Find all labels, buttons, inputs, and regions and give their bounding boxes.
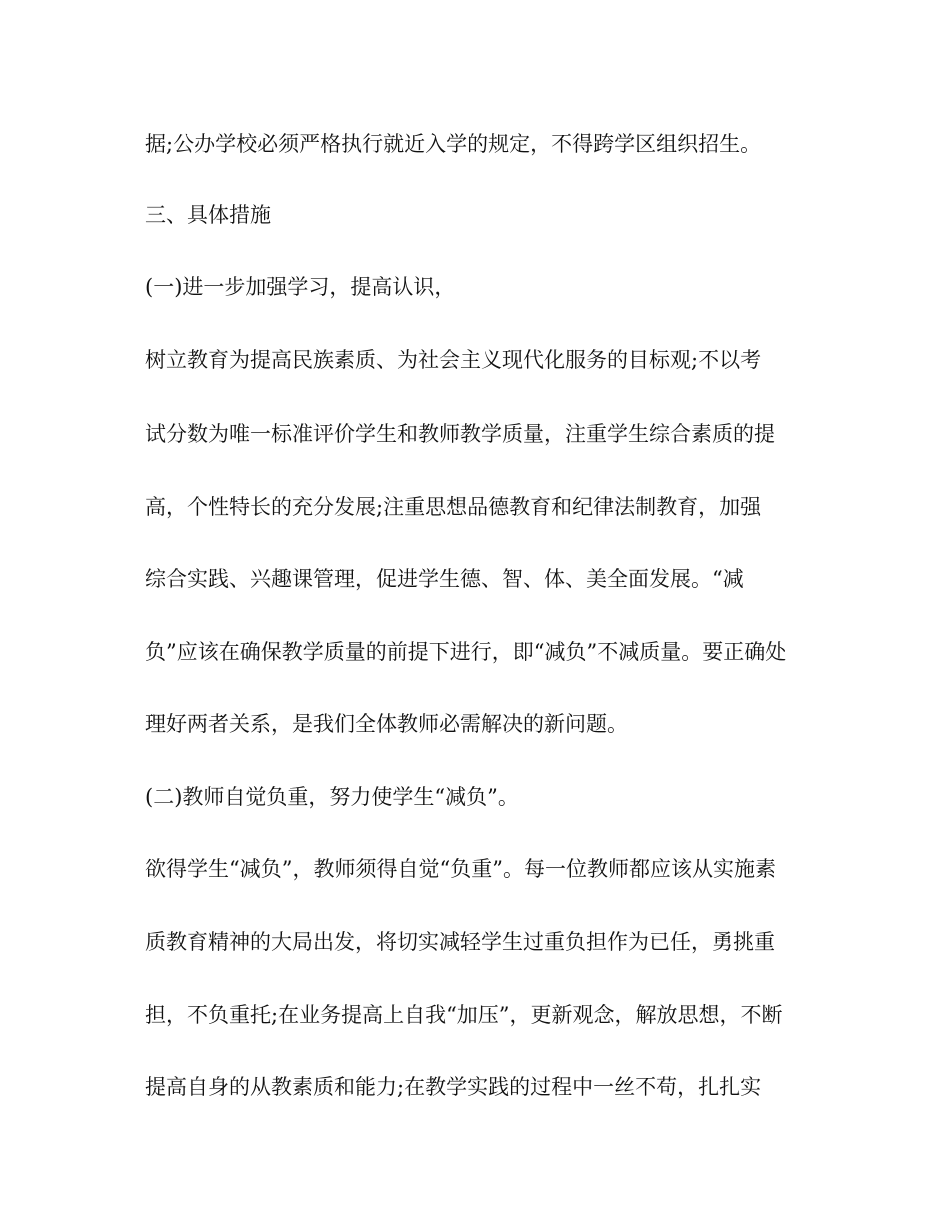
- text-line: 欲得学生“减负”，教师须得自觉“负重”。每一位教师都应该从实施素: [145, 857, 776, 881]
- text-line: 担，不负重托;在业务提高上自我“加压”，更新观念，解放思想，不断: [145, 1003, 783, 1027]
- text-line: 质教育精神的大局出发，将切实减轻学生过重负担作为已任，勇挑重: [145, 930, 775, 954]
- text-line: 综合实践、兴趣课管理，促进学生德、智、体、美全面发展。“减: [145, 567, 744, 591]
- subsection-heading: (一)进一步加强学习，提高认识，: [145, 275, 456, 299]
- text-line: 负”应该在确保教学质量的前提下进行，即“减负”不减质量。要正确处: [145, 640, 787, 664]
- text-line: 高，个性特长的充分发展;注重思想品德教育和纪律法制教育，加强: [145, 495, 762, 519]
- section-heading: 三、具体措施: [145, 203, 271, 227]
- subsection-heading: (二)教师自觉负重，努力使学生“减负”。: [145, 785, 519, 809]
- text-line: 理好两者关系，是我们全体教师必需解决的新问题。: [145, 712, 628, 736]
- text-line: 树立教育为提高民族素质、为社会主义现代化服务的目标观;不以考: [145, 348, 762, 372]
- text-line: 提高自身的从教素质和能力;在教学实践的过程中一丝不苟，扎扎实: [145, 1075, 762, 1099]
- text-line: 据;公办学校必须严格执行就近入学的规定，不得跨学区组织招生。: [145, 132, 762, 156]
- text-line: 试分数为唯一标准评价学生和教师教学质量，注重学生综合素质的提: [145, 422, 775, 446]
